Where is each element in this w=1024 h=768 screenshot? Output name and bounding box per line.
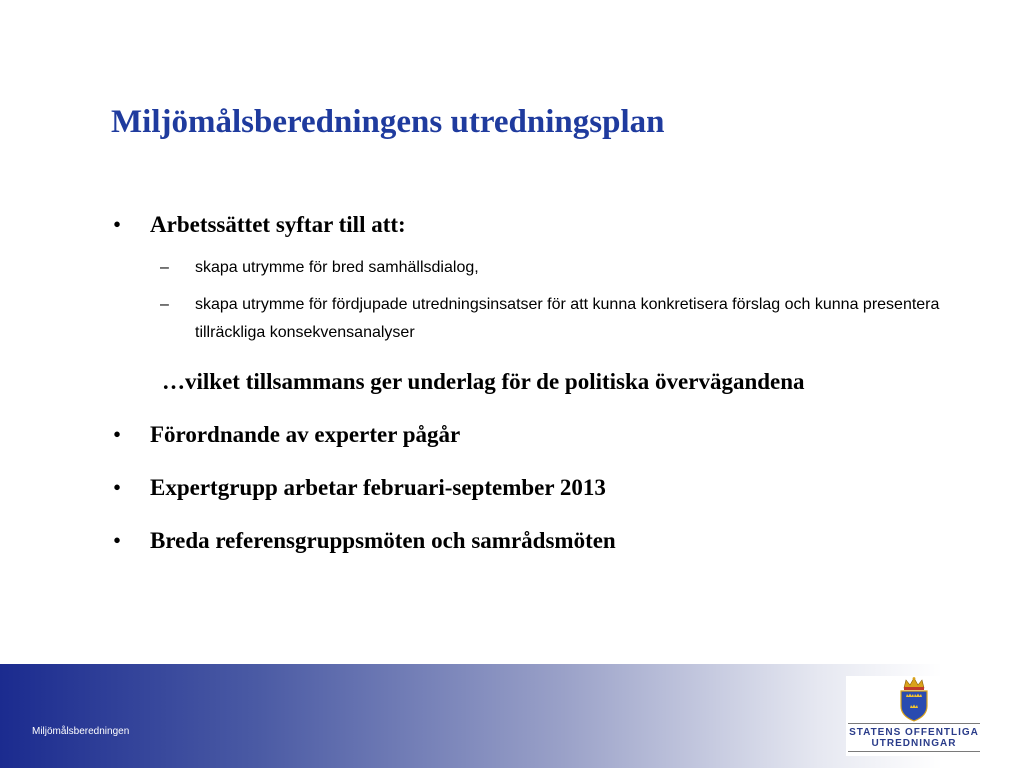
- continuation-text: …vilket tillsammans ger underlag för de politiska övervägandena: [162, 369, 805, 394]
- bullet-item-4: [113, 527, 616, 555]
- footer-label: Miljömålsberedningen: [32, 726, 130, 737]
- bullet-item-1: [113, 211, 406, 239]
- bullet-text: Breda referensgruppsmöten och samrådsmöten: [150, 528, 616, 553]
- sub-item-1: [160, 254, 960, 282]
- bullet-text: Förordnande av experter pågår: [150, 422, 461, 447]
- sub-dash: –: [160, 296, 169, 313]
- sub-text: skapa utrymme för fördjupade utredningsinsatser för att kunna konkretisera förslag och kunna presentera tillräckliga konsekvensanalyser: [195, 296, 940, 341]
- bullet-text: Expertgrupp arbetar februari-september 2013: [150, 475, 606, 500]
- bullet-dot: •: [113, 528, 122, 553]
- sub-item-2: [160, 291, 960, 347]
- bullet-item-2: [113, 421, 460, 449]
- logo-rule-bottom: [848, 751, 980, 752]
- logo-rule-top: [848, 723, 980, 724]
- bullet-dot: •: [113, 422, 122, 447]
- sub-text: skapa utrymme för bred samhällsdialog,: [195, 259, 479, 276]
- slide-title: Miljömålsberedningens utredningsplan: [111, 104, 665, 140]
- sub-dash: –: [160, 259, 169, 276]
- bullet-dot: •: [113, 475, 122, 500]
- bullet-text: Arbetssättet syftar till att:: [150, 212, 406, 237]
- logo-text-line2: UTREDNINGAR: [871, 738, 957, 749]
- bullet-dot: •: [113, 212, 122, 237]
- logo-text-line1: STATENS OFFENTLIGA: [849, 727, 979, 738]
- three-crowns-emblem-icon: [896, 676, 932, 722]
- bullet-item-3: [113, 474, 606, 502]
- sou-logo: [846, 676, 982, 756]
